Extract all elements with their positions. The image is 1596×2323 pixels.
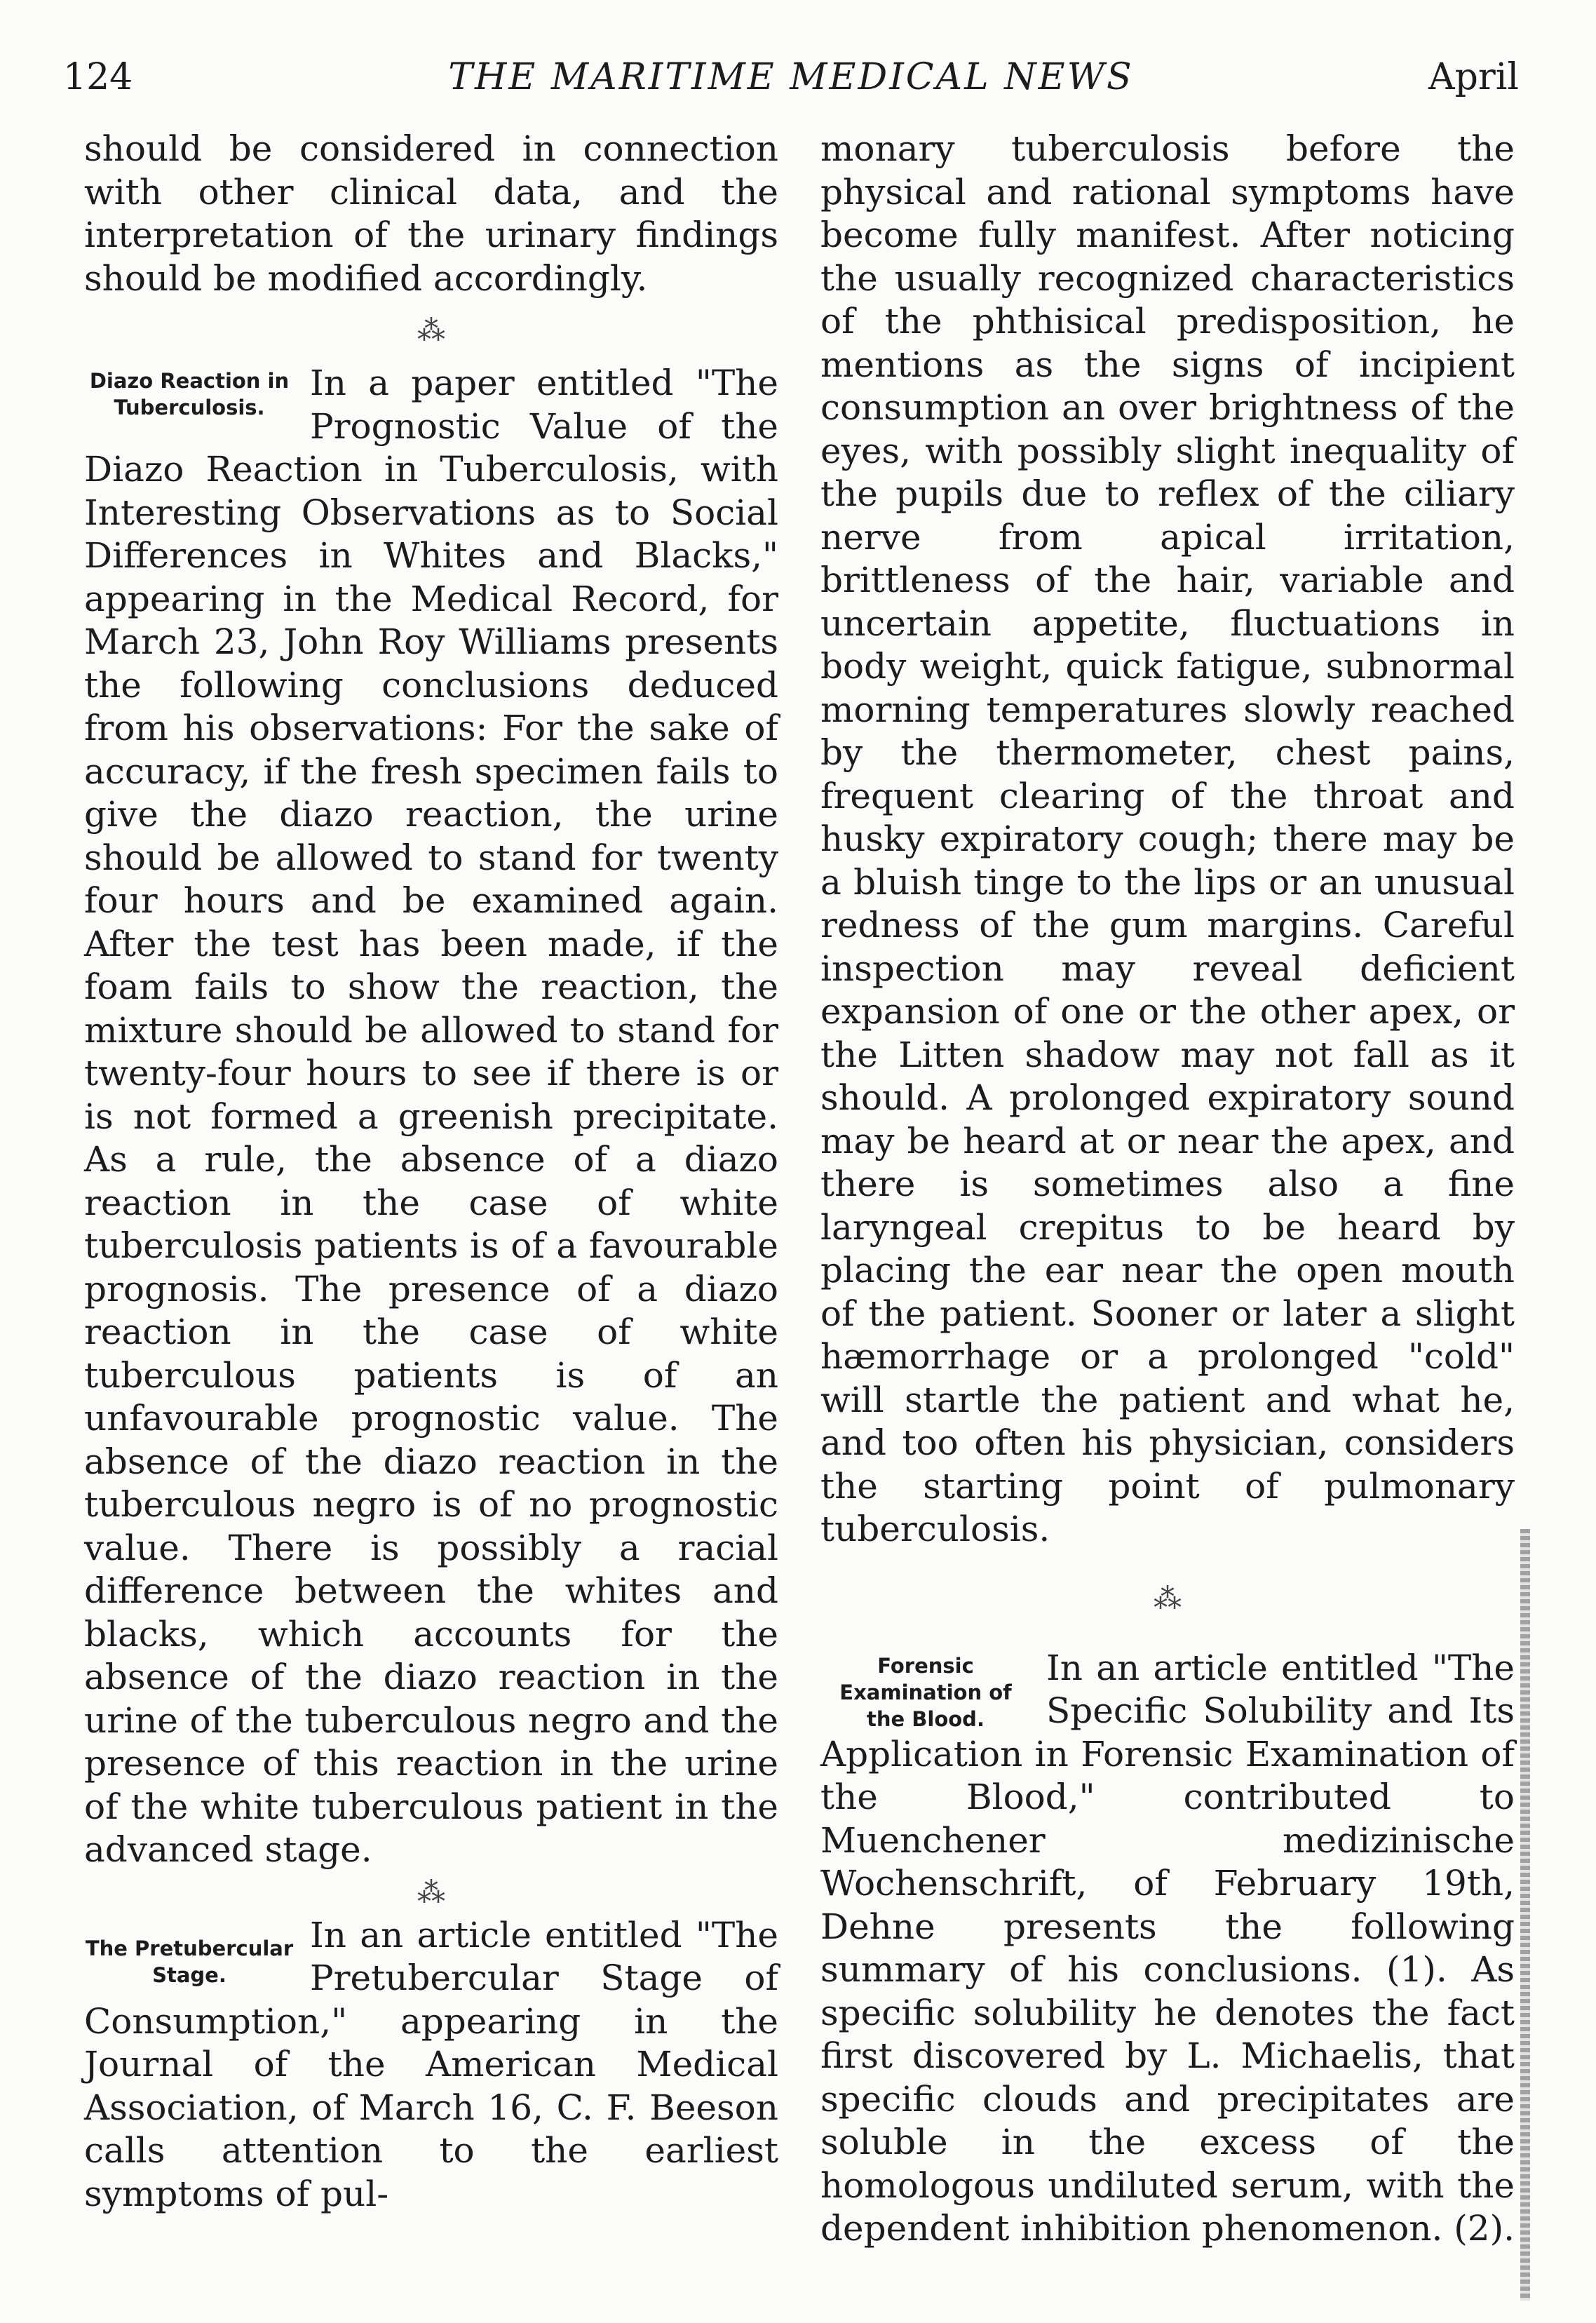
pretubercular-section [84,1914,778,2216]
left-column [84,128,778,2216]
page-number: 124 [63,56,133,98]
section-divider: ⁂ [417,1876,445,1909]
section-divider: ⁂ [1154,1582,1182,1615]
diazo-section [84,362,778,1872]
right-column [820,128,1515,2251]
sidenote-pretubercular: The Pretubercular Stage. [85,1936,294,1987]
forensic-section [820,1647,1515,2251]
continuation-paragraph: monary tuberculosis before the physical and rational symptoms have become fully manifest. After noticing the usually recognized characteristics of the phthisical predisposition, he mentions as the signs of incipient consumption an over brightness of the eyes, with possibly slight inequality of the pupils due to reflex of the ciliary nerve from apical irritation, brittleness of the hair, variable and uncertain appetite, fluctuations in body weight, quick fatigue, subnormal morning temperatures slowly reached by the thermometer, chest pains, frequent clearing of the throat and husky expiratory cough; there may be a bluish tinge to the lips or an unusual redness of the gum margins. Careful inspection may reveal deficient expansion of one or the other apex, or the Litten shadow may not fall as it should. A prolonged expiratory sound may be heard at or near the apex, and there is sometimes also a fine laryngeal crepitus to be heard by placing the ear near the open mouth of the patient. Sooner or later a slight hæmorrhage or a prolonged "cold" will startle the patient and what he, and too often his physician, considers the starting point of pulmonary tuberculosis. [820,128,1515,1549]
forensic-text: In an article entitled "The Specific Solubility and Its Application in Forensic Examination of the Blood," contributed to Muenchener medizinische Wochenschrift, of February 19th, Dehne presents the following summary of his conclusions. (1). As specific solubility he denotes the fact first discovered by L. Michaelis, that specific clouds and precipitates are soluble in the excess of the homologous undiluted serum, with the dependent inhibition phenomenon. (2). [820,1647,1515,2249]
pretubercular-text: In an article entitled "The Pretubercular Stage of Consumption," appearing in the Journal of the American Medical Association, of March 16, C. F. Beeson calls attention to the earliest symptoms of pul- [84,1914,778,2214]
sidenote-forensic: Forensic Examination of the Blood. [839,1653,1012,1731]
section-divider: ⁂ [417,315,445,347]
intro-paragraph: should be considered in connection with other clinical data, and the interpretation of the urinary findings should be modified accordingly. [84,128,778,299]
diazo-text: In a paper entitled "The Prognostic Value of the Diazo Reaction in Tuberculosis, with Interesting Observations as to Social Differences in Whites and Blacks," appearing in the Medical Record, for March 23, John Roy Williams presents the following conclusions deduced from his observations: For the sake of accuracy, if the fresh specimen fails to give the diazo reaction, the urine should be allowed to stand for twenty four hours and be examined again. After the test has been made, if the foam fails to show the reaction, the mixture should be allowed to stand for twenty-four hours to see if there is or is not formed a greenish precipitate. As a rule, the absence of a diazo reaction in the case of white tuberculosis patients is of a favourable prognosis. The presence of a diazo reaction in the case of white tuberculous patients is of an unfavourable prognostic value. The absence of the diazo reaction in the tuberculous negro is of no prognostic value. There is possibly a racial difference between the whites and blacks, which accounts for the absence of the diazo reaction in the urine of the tuberculous negro and the presence of this reaction in the urine of the white tuberculous patient in the advanced stage. [84,363,778,1870]
journal-title: THE MARITIME MEDICAL NEWS [448,56,1134,98]
sidenote-diazo: Diazo Reaction in Tuberculosis. [89,369,290,419]
running-header [63,49,1519,105]
issue-month: April [1428,56,1519,98]
page-edge-shadow [1520,1529,1530,2301]
